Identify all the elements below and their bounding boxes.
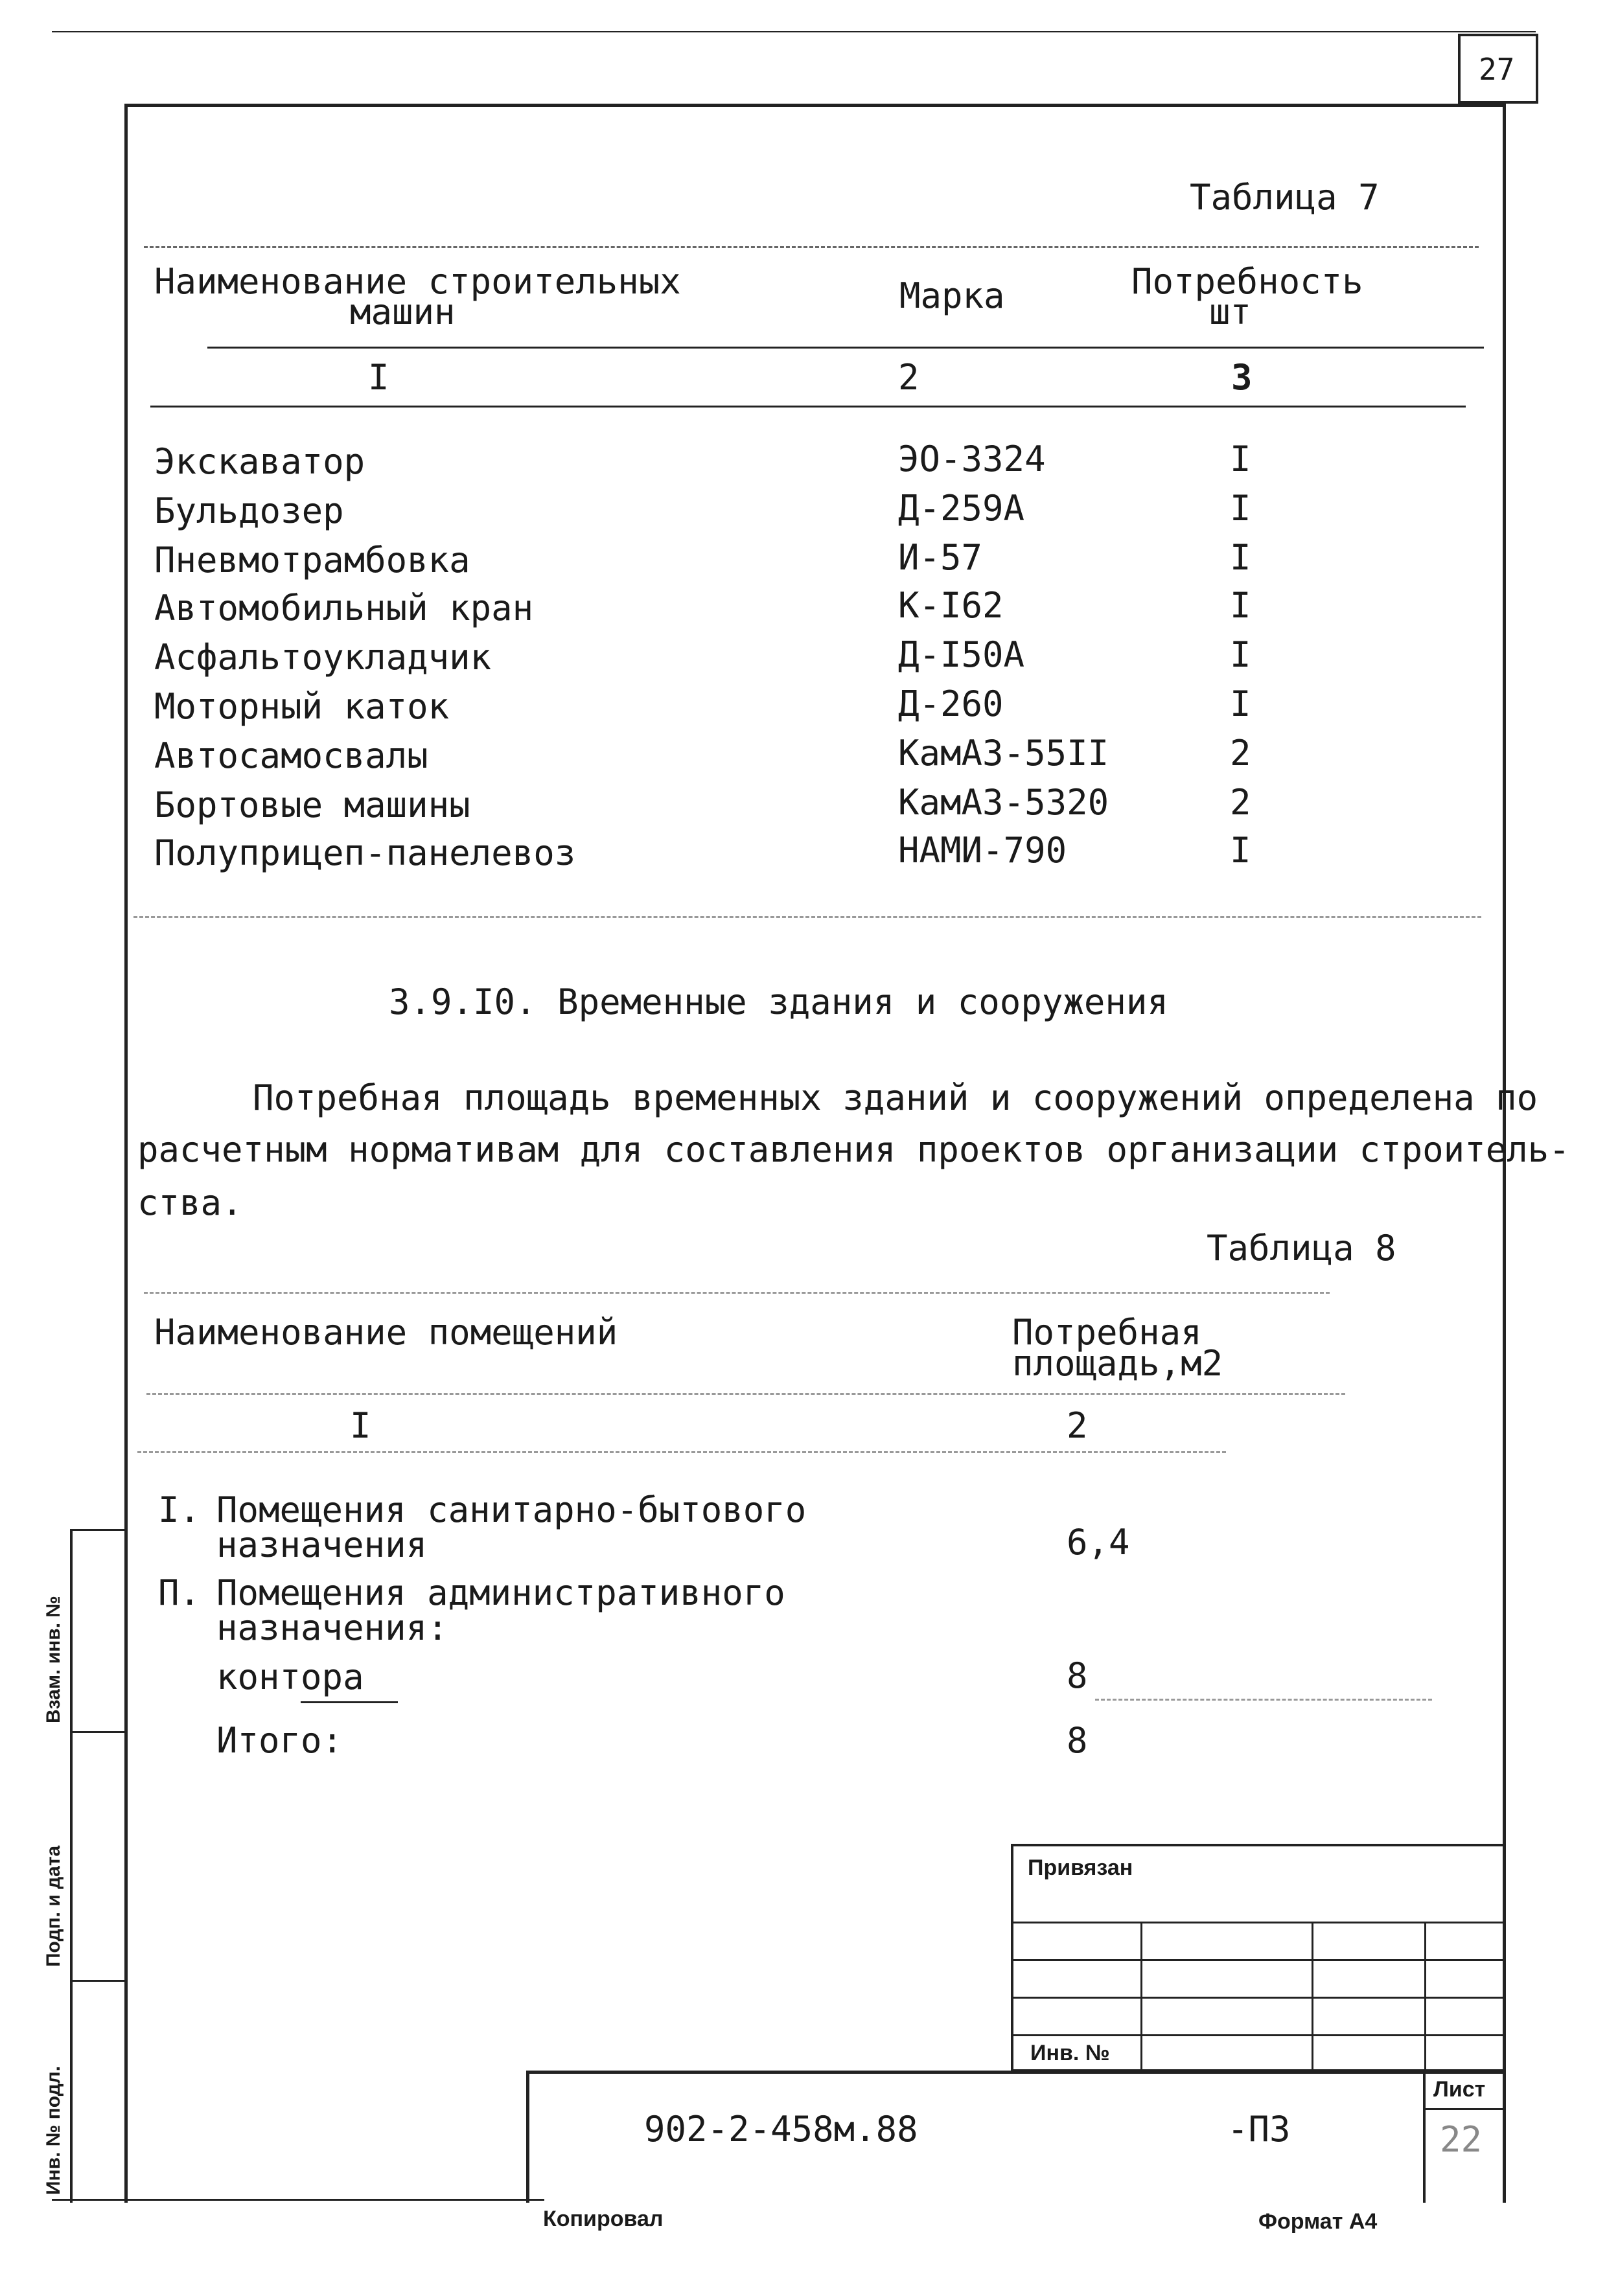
stamp-grid-rule-2 <box>1011 1959 1506 1961</box>
table7-header-need-line1: Потребность <box>1131 261 1363 302</box>
table7-row-mark: Д-I50А <box>898 634 1025 675</box>
stamp-grid-col-2 <box>1312 1922 1313 2072</box>
table8-item1-value: 6,4 <box>1067 1522 1130 1563</box>
stamp-sheet-number: 22 <box>1440 2119 1483 2160</box>
stamp-document-code: 902-2-458м.88 <box>644 2109 918 2150</box>
stamp-grid-col-3 <box>1424 1922 1426 2072</box>
table8-caption: Таблица 8 <box>1207 1228 1396 1269</box>
margin-label-vzam: Взам. инв. № <box>43 1596 64 1723</box>
table7-row-mark: К-I62 <box>898 585 1004 626</box>
stamp-inv-label: Инв. № <box>1030 2041 1110 2065</box>
table7-row-name: Автомобильный кран <box>154 588 534 628</box>
table7-row-name: Асфальтоукладчик <box>154 637 492 678</box>
margin-strip-rule-2 <box>70 1731 126 1733</box>
table8-colnum-2: 2 <box>1067 1405 1088 1446</box>
stamp-grid-rule-4 <box>1011 2034 1506 2036</box>
table7-header-mark: Марка <box>899 275 1005 316</box>
table8-sub-underline <box>301 1701 398 1703</box>
stamp-sheet-rule <box>1423 2108 1506 2110</box>
table7-colnum-3: 3 <box>1231 357 1253 398</box>
table8-colnum-rule <box>137 1451 1226 1453</box>
margin-label-inv-podl: Инв. № подл. <box>43 2065 64 2195</box>
table7-row-mark: Д-260 <box>898 683 1004 724</box>
table8-total-value: 8 <box>1067 1720 1088 1761</box>
table7-header-name-line1: Наименование строительных <box>154 261 681 302</box>
stamp-sheet-label: Лист <box>1433 2077 1486 2102</box>
table8-header-area-line1: Потребная <box>1012 1312 1202 1353</box>
table7-row-name: Автосамосвалы <box>154 735 428 776</box>
table7-row-name: Бортовые машины <box>154 785 470 825</box>
section-heading: 3.9.I0. Временные здания и сооружения <box>389 982 1168 1022</box>
margin-strip-line-outer <box>70 1529 73 2203</box>
footer-copied-label: Копировал <box>543 2207 664 2231</box>
table7-row-name: Экскаватор <box>154 441 365 482</box>
table7-row-mark: КамАЗ-5320 <box>898 782 1109 823</box>
table7-row-mark: Д-259А <box>898 488 1025 529</box>
table7-header-name-line2: машин <box>350 292 456 332</box>
table8-total-label: Итого: <box>216 1720 343 1761</box>
margin-strip-rule-1 <box>70 1529 126 1531</box>
table8-item1-name-line2: назначения <box>216 1524 428 1565</box>
section-paragraph-line3: ства. <box>137 1182 243 1223</box>
stamp-sheet-divider <box>1423 2071 1426 2203</box>
table8-header-area-line2: площадь,м2 <box>1012 1343 1223 1384</box>
table7-row-mark: НАМИ-790 <box>898 830 1067 871</box>
table7-header-need-line2: шт <box>1209 292 1252 332</box>
table7-row-name: Бульдозер <box>154 490 344 531</box>
table7-row-qty: I <box>1230 830 1251 871</box>
table7-colnum-rule <box>150 406 1466 408</box>
table7-row-qty: 2 <box>1230 733 1251 774</box>
table8-top-rule <box>144 1292 1330 1294</box>
table8-item2-name-line2: назначения: <box>216 1607 448 1648</box>
table8-colnum-1: I <box>350 1405 371 1446</box>
table7-top-rule <box>144 246 1479 248</box>
table8-sub-value: 8 <box>1067 1655 1088 1696</box>
table7-row-name: Полуприцеп-панелевоз <box>154 832 576 873</box>
table7-header-rule <box>207 347 1484 349</box>
section-paragraph-line1: Потребная площадь временных зданий и сооружений определена по <box>253 1077 1538 1118</box>
page-number-box <box>1458 34 1538 104</box>
table7-row-qty: I <box>1230 439 1251 479</box>
table8-header-name: Наименование помещений <box>154 1312 618 1353</box>
table7-caption: Таблица 7 <box>1190 177 1380 218</box>
margin-strip-rule-3 <box>70 1980 126 1982</box>
stamp-grid-col-1 <box>1140 1922 1142 2072</box>
table7-row-qty: I <box>1230 537 1251 578</box>
table7-row-qty: I <box>1230 634 1251 675</box>
stamp-attached-label: Привязан <box>1028 1855 1133 1880</box>
table8-item1-name-line1: Помещения санитарно-бытового <box>216 1489 807 1530</box>
table7-row-qty: I <box>1230 488 1251 529</box>
table8-header-rule <box>146 1393 1345 1395</box>
table7-row-mark: ЭО-3324 <box>898 439 1046 479</box>
table7-row-mark: И-57 <box>898 537 983 578</box>
stamp-document-suffix: -ПЗ <box>1227 2109 1291 2150</box>
margin-label-podp: Подп. и дата <box>43 1845 64 1967</box>
table8-subtotal-rule <box>1095 1699 1432 1701</box>
stamp-grid-rule-3 <box>1011 1997 1506 1999</box>
table7-colnum-1: I <box>368 357 389 398</box>
margin-strip-rule-4 <box>52 2199 544 2201</box>
table8-sub-name: контора <box>216 1657 364 1697</box>
table7-row-name: Пневмотрамбовка <box>154 540 470 580</box>
page-number: 27 <box>1479 52 1515 87</box>
table8-item1-number: I. <box>158 1489 201 1530</box>
table7-row-mark: КамАЗ-55II <box>898 733 1109 774</box>
table8-item2-number: П. <box>158 1572 201 1613</box>
table7-row-qty: 2 <box>1230 782 1251 823</box>
table7-row-qty: I <box>1230 683 1251 724</box>
table7-row-name: Моторный каток <box>154 686 450 727</box>
table7-colnum-2: 2 <box>898 357 919 398</box>
footer-format-label: Формат А4 <box>1258 2209 1378 2234</box>
section-paragraph-line2: расчетным нормативам для составления проектов организации строитель- <box>137 1129 1570 1170</box>
table7-row-qty: I <box>1230 585 1251 626</box>
stamp-grid-rule-1 <box>1011 1922 1506 1923</box>
table7-bottom-rule <box>133 916 1481 918</box>
table8-item2-name-line1: Помещения административного <box>216 1572 785 1613</box>
top-rule <box>52 31 1536 32</box>
